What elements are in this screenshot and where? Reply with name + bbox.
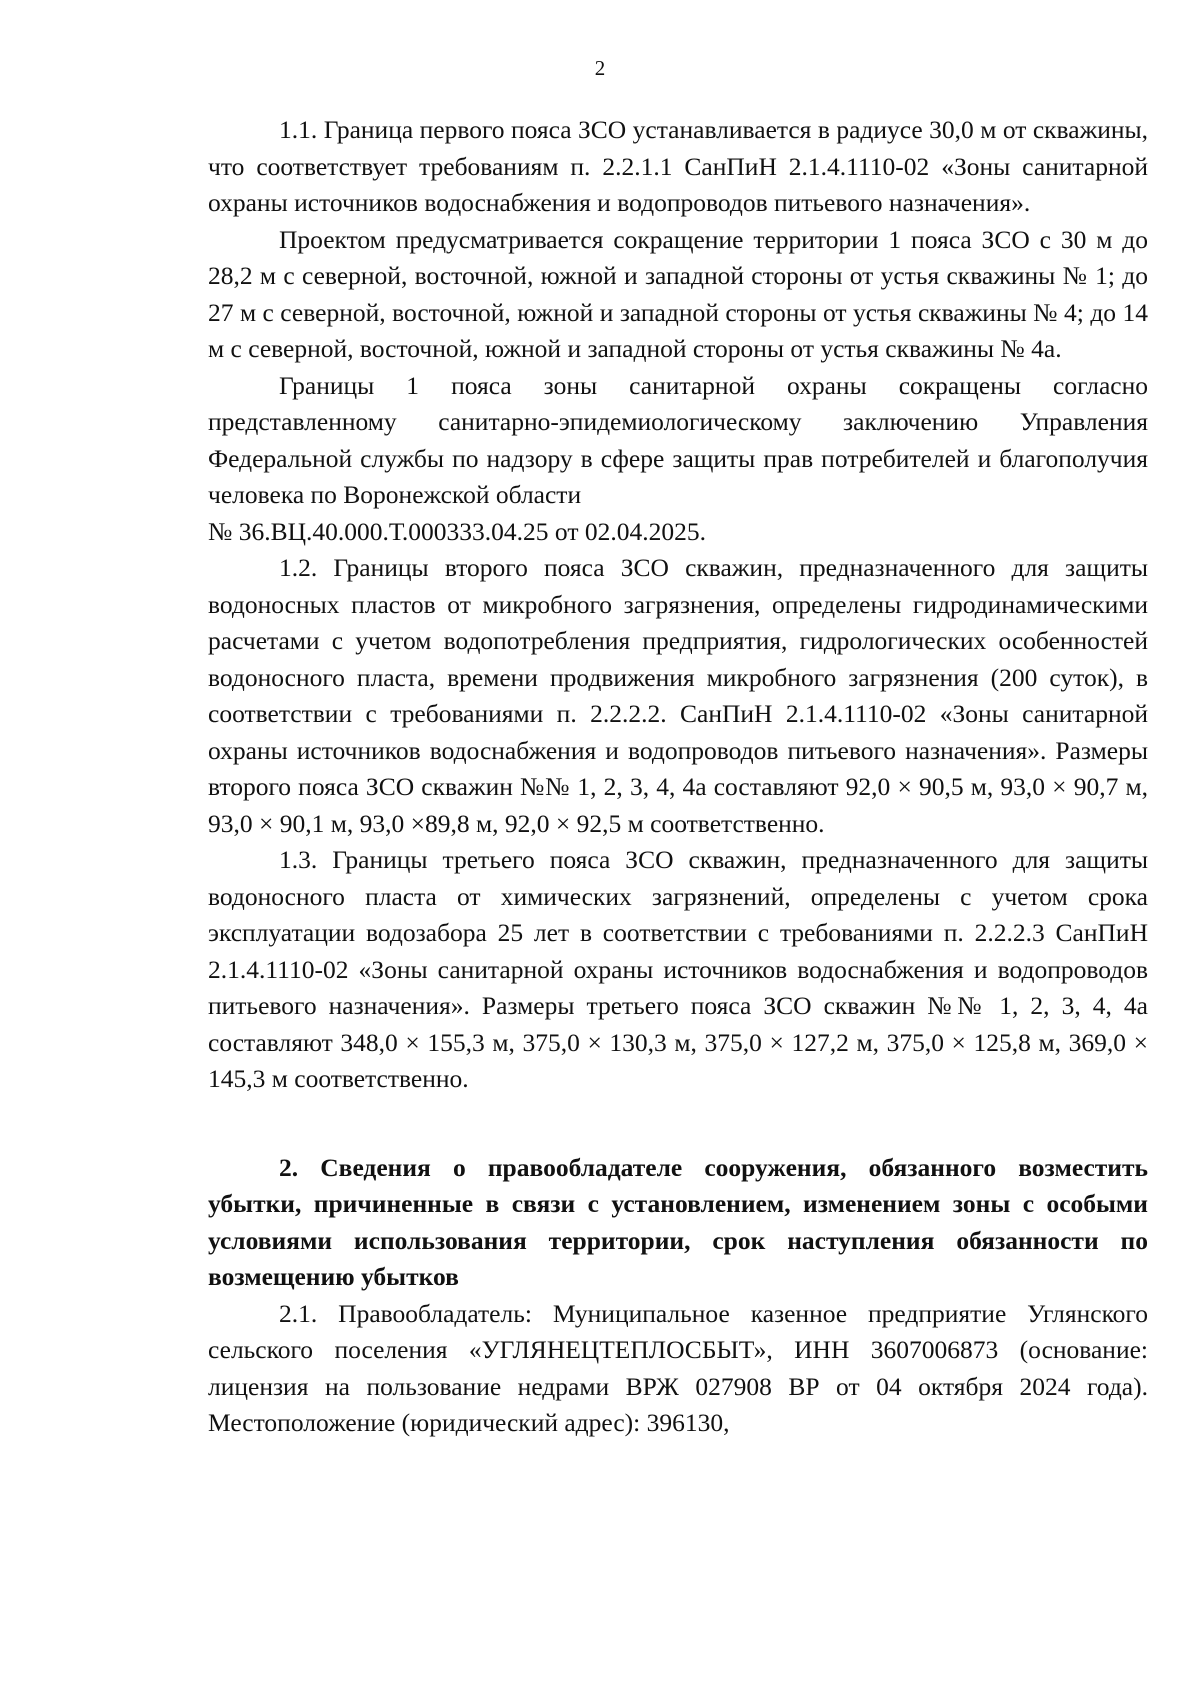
page-number: 2 bbox=[594, 56, 606, 80]
document-body bbox=[208, 112, 1148, 1442]
paragraph-1-3: 1.3. Границы третьего пояса ЗСО скважин, предназначенного для защиты водоносного пласта от химических загрязнений, определены с учетом срока эксплуатации водозабора 25 лет в соответствии с требованиями п. 2.2.2.3 СанПиН 2.1.4.1110-02 «Зоны санитарной охраны источников водоснабжения и водопроводов питьевого назначения». Размеры третьего пояса ЗСО скважин №№ 1, 2, 3, 4, 4а составляют 348,0 × 155,3 м, 375,0 × 130,3 м, 375,0 × 127,2 м, 375,0 × 125,8 м, 369,0 × 145,3 м соответственно. bbox=[208, 845, 1148, 1093]
paragraph-project-reduction: Проектом предусматривается сокращение территории 1 пояса ЗСО с 30 м до 28,2 м с северной, восточной, южной и западной стороны от устья скважины № 1; до 27 м с северной, восточной, южной и западной стороны от устья скважины № 4; до 14 м с северной, восточной, южной и западной стороны от устья скважины № 4а. bbox=[208, 224, 1148, 363]
paragraph-conclusion-number: № 36.ВЦ.40.000.Т.000333.04.25 от 02.04.2025. bbox=[208, 516, 706, 546]
paragraph-borders-reduced: Границы 1 пояса зоны санитарной охраны сокращены согласно представленному санитарно-эпидемиологическому заключению Управления Федеральной службы по надзору в сфере защиты прав потребителей и благополучия человека по Воронежской области bbox=[208, 370, 1148, 509]
paragraph-2-1: 2.1. Правообладатель: Муниципальное казенное предприятие Углянского сельского поселения «УГЛЯНЕЦТЕПЛОСБЫТ», ИНН 3607006873 (основание: лицензия на пользование недрами ВРЖ 027908 ВР от 04 октября 2024 года). Местоположение (юридический адрес): 396130, bbox=[208, 1298, 1148, 1437]
section-2-heading: 2. Сведения о правообладателе сооружения, обязанного возместить убытки, причиненные в связи с установлением, изменением зоны с особыми условиями использования территории, срок наступления обязанности по возмещению убытков bbox=[208, 1152, 1148, 1291]
paragraph-1-1: 1.1. Граница первого пояса ЗСО устанавливается в радиусе 30,0 м от скважины, что соответствует требованиям п. 2.2.1.1 СанПиН 2.1.4.1110-02 «Зоны санитарной охраны источников водоснабжения и водопроводов питьевого назначения». bbox=[208, 115, 1148, 217]
paragraph-1-2: 1.2. Границы второго пояса ЗСО скважин, предназначенного для защиты водоносных пластов от микробного загрязнения, определены гидродинамическими расчетами с учетом водопотребления предприятия, гидрологических особенностей водоносного пласта, времени продвижения микробного загрязнения (200 суток), в соответствии с требованиями п. 2.2.2.2. СанПиН 2.1.4.1110-02 «Зоны санитарной охраны источников водоснабжения и водопроводов питьевого назначения». Размеры второго пояса ЗСО скважин №№ 1, 2, 3, 4, 4а составляют 92,0 × 90,5 м, 93,0 × 90,7 м, 93,0 × 90,1 м, 93,0 ×89,8 м, 92,0 × 92,5 м соответственно. bbox=[208, 553, 1148, 838]
